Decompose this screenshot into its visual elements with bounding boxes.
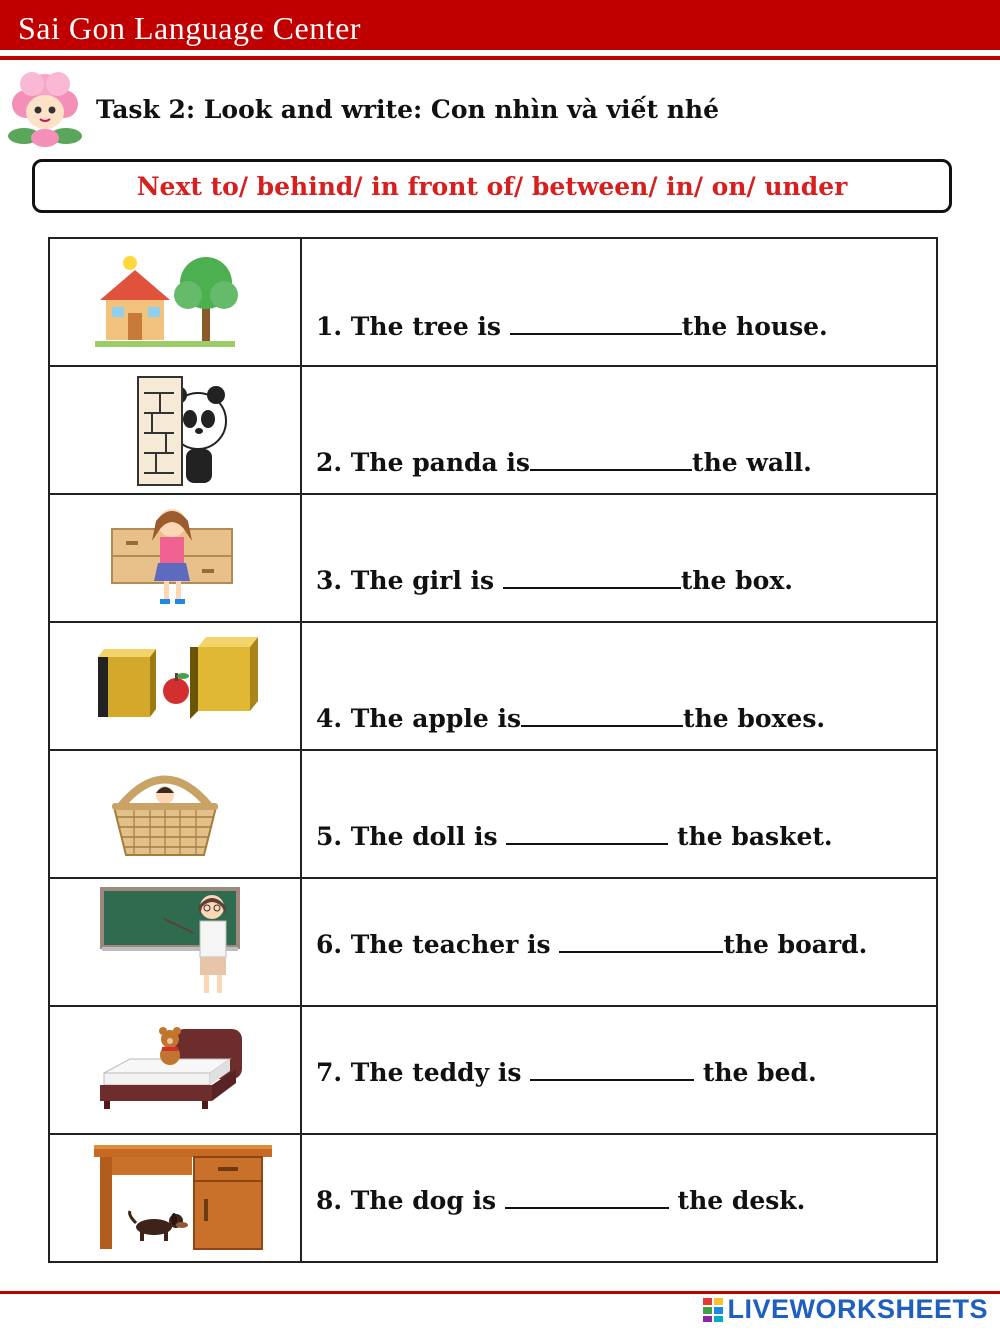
exercise-table <box>48 237 938 1263</box>
task-instruction: Task 2: Look and write: Con nhìn và viết nhé <box>96 95 719 124</box>
answer-blank-1[interactable] <box>510 311 682 335</box>
girl-in-front-of-box-picture <box>90 501 240 611</box>
sentence-3-start: 3. The girl is <box>316 566 503 595</box>
sentence-4-start: 4. The apple is <box>316 704 522 733</box>
sentence-6 <box>316 929 867 959</box>
panda-behind-wall-picture <box>90 373 240 488</box>
answer-blank-6[interactable] <box>559 929 723 953</box>
apple-between-boxes-picture <box>90 629 260 739</box>
exercise-row <box>49 622 937 750</box>
center-name: Sai Gon Language Center <box>18 10 361 46</box>
exercise-row <box>49 750 937 878</box>
sentence-1-end: the house. <box>681 312 828 341</box>
sentence-1 <box>316 311 828 341</box>
sentence-5-start: 5. The doll is <box>316 822 507 851</box>
sentence-8-end: the desk. <box>668 1186 806 1215</box>
flower-mascot-icon <box>2 66 88 152</box>
sentence-3-end: the box. <box>680 566 793 595</box>
sentence-8-start: 8. The dog is <box>316 1186 505 1215</box>
answer-blank-5[interactable] <box>506 821 668 845</box>
sentence-2 <box>316 447 812 477</box>
house-and-tree-picture <box>90 245 240 355</box>
answer-blank-4[interactable] <box>521 703 683 727</box>
answer-blank-7[interactable] <box>530 1057 694 1081</box>
sentence-5-end: the basket. <box>668 822 833 851</box>
answer-blank-2[interactable] <box>530 447 692 471</box>
answer-blank-3[interactable] <box>503 565 681 589</box>
sentence-4-end: the boxes. <box>683 704 826 733</box>
liveworksheets-logo-icon <box>703 1298 723 1322</box>
dog-under-desk-picture <box>94 1141 274 1256</box>
sentence-7 <box>316 1057 817 1087</box>
teddy-on-bed-picture <box>90 1013 250 1123</box>
teacher-next-to-board-picture <box>90 885 250 1000</box>
sentence-6-end: the board. <box>723 930 868 959</box>
sentence-2-end: the wall. <box>692 448 812 477</box>
brand-name: LIVEWORKSHEETS <box>727 1294 988 1324</box>
sentence-7-end: the bed. <box>694 1058 817 1087</box>
exercise-row <box>49 1006 937 1134</box>
sentence-7-start: 7. The teddy is <box>316 1058 531 1087</box>
sentence-6-start: 6. The teacher is <box>316 930 560 959</box>
sentence-1-start: 1. The tree is <box>316 312 510 341</box>
word-bank-box <box>32 159 952 213</box>
footer-brand[interactable] <box>703 1294 988 1325</box>
header-bar <box>0 0 1000 50</box>
exercise-row <box>49 238 937 366</box>
exercise-row <box>49 878 937 1006</box>
sentence-8 <box>316 1185 805 1215</box>
doll-in-basket-picture <box>90 757 240 867</box>
answer-blank-8[interactable] <box>505 1185 669 1209</box>
sentence-3 <box>316 565 793 595</box>
sentence-2-start: 2. The panda is <box>316 448 531 477</box>
header-divider <box>0 56 1000 60</box>
sentence-5 <box>316 821 833 851</box>
exercise-row <box>49 366 937 494</box>
sentence-4 <box>316 703 825 733</box>
exercise-row <box>49 1134 937 1262</box>
word-bank-text: Next to/ behind/ in front of/ between/ in/ on/ under <box>136 171 848 201</box>
exercise-row <box>49 494 937 622</box>
